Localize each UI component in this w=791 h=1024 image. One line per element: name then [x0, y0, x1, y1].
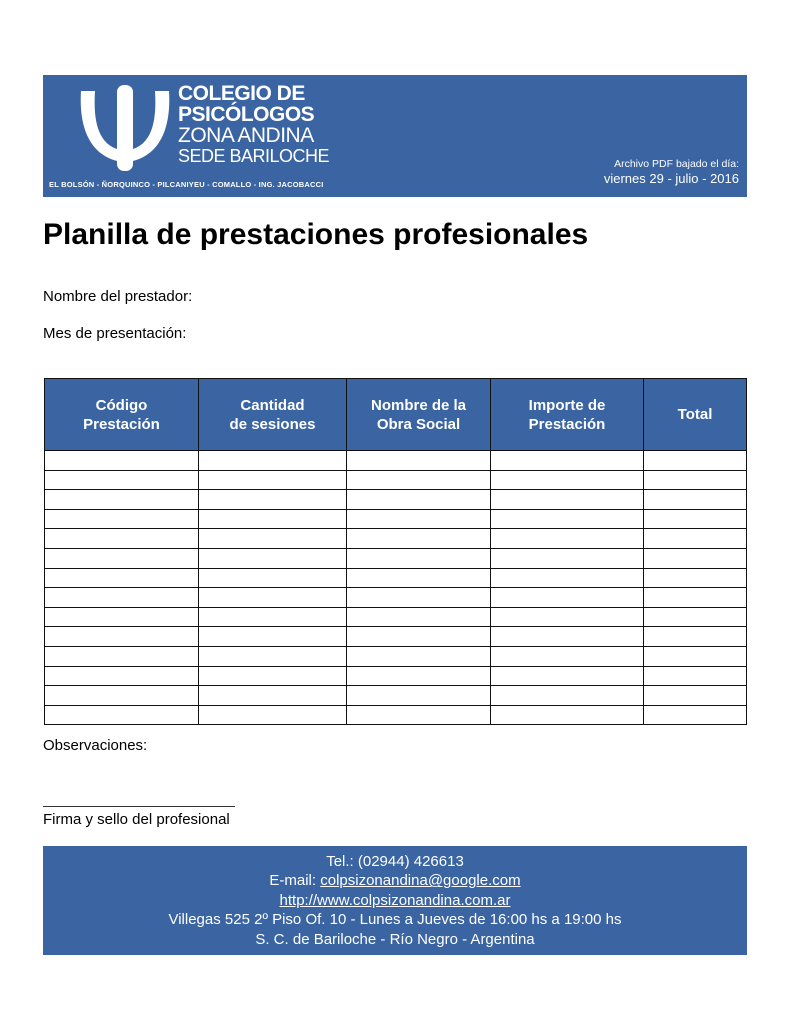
- table-cell[interactable]: [644, 627, 747, 647]
- table-body: [45, 451, 747, 725]
- table-row: [45, 451, 747, 471]
- archive-label: Archivo PDF bajado el día:: [614, 158, 739, 170]
- column-header: Importe de Prestación: [491, 379, 644, 451]
- logo-line: PSICÓLOGOS: [178, 103, 315, 126]
- footer-website-link[interactable]: http://www.colpsizonandina.com.ar: [279, 891, 511, 909]
- table-row: [45, 646, 747, 666]
- table-cell[interactable]: [199, 509, 347, 529]
- table-cell[interactable]: [199, 705, 347, 725]
- footer-banner: [43, 846, 747, 955]
- table-cell[interactable]: [45, 490, 199, 510]
- footer-website-line: [43, 891, 747, 910]
- table-row: [45, 509, 747, 529]
- table-cell[interactable]: [491, 588, 644, 608]
- signature-line: [43, 806, 235, 807]
- table-cell[interactable]: [491, 451, 644, 471]
- signature-label: Firma y sello del profesional: [43, 811, 230, 828]
- archive-date: viernes 29 - julio - 2016: [603, 171, 739, 186]
- table-row: [45, 588, 747, 608]
- table-cell[interactable]: [45, 568, 199, 588]
- column-header: Nombre de la Obra Social: [347, 379, 491, 451]
- observations-label: Observaciones:: [43, 737, 148, 754]
- column-header: Cantidad de sesiones: [199, 379, 347, 451]
- table-cell[interactable]: [199, 451, 347, 471]
- table-cell[interactable]: [491, 490, 644, 510]
- table-cell[interactable]: [199, 529, 347, 549]
- table-row: [45, 686, 747, 706]
- table-cell[interactable]: [45, 627, 199, 647]
- logo-line: ZONA ANDINA: [178, 124, 314, 147]
- table-cell[interactable]: [491, 646, 644, 666]
- table-cell[interactable]: [644, 529, 747, 549]
- table-cell[interactable]: [347, 509, 491, 529]
- footer-address: Villegas 525 2º Piso Of. 10 - Lunes a Jueves de 16:00 hs a 19:00 hs: [168, 911, 622, 929]
- table-cell[interactable]: [199, 588, 347, 608]
- logo-text: [178, 83, 358, 167]
- table-row: [45, 666, 747, 686]
- table-row: [45, 607, 747, 627]
- table-cell[interactable]: [491, 568, 644, 588]
- table-cell[interactable]: [199, 548, 347, 568]
- table-cell[interactable]: [644, 705, 747, 725]
- table-cell[interactable]: [199, 607, 347, 627]
- provider-name-label: Nombre del prestador:: [43, 288, 193, 305]
- table-cell[interactable]: [491, 529, 644, 549]
- table-cell[interactable]: [644, 451, 747, 471]
- table-row: [45, 529, 747, 549]
- table-cell[interactable]: [199, 470, 347, 490]
- table-header-row: [45, 379, 747, 451]
- table-cell[interactable]: [347, 470, 491, 490]
- header-banner: [43, 75, 747, 197]
- table-cell[interactable]: [347, 451, 491, 471]
- table-cell[interactable]: [491, 666, 644, 686]
- services-table: [44, 378, 747, 725]
- table-cell[interactable]: [644, 548, 747, 568]
- footer-city: S. C. de Bariloche - Río Negro - Argentina: [255, 930, 535, 948]
- archive-info: [604, 158, 739, 187]
- table-cell[interactable]: [45, 588, 199, 608]
- presentation-month-label: Mes de presentación:: [43, 325, 187, 342]
- table-cell[interactable]: [45, 607, 199, 627]
- table-cell[interactable]: [644, 666, 747, 686]
- table-cell[interactable]: [45, 666, 199, 686]
- table-row: [45, 470, 747, 490]
- table-cell[interactable]: [199, 627, 347, 647]
- table-row: [45, 705, 747, 725]
- table-cell[interactable]: [491, 509, 644, 529]
- page-title: Planilla de prestaciones profesionales: [43, 218, 589, 251]
- table-row: [45, 627, 747, 647]
- table-cell[interactable]: [45, 451, 199, 471]
- table-row: [45, 568, 747, 588]
- table-cell[interactable]: [491, 627, 644, 647]
- table-cell[interactable]: [644, 490, 747, 510]
- table-cell[interactable]: [347, 705, 491, 725]
- table-cell[interactable]: [347, 568, 491, 588]
- table-cell[interactable]: [491, 470, 644, 490]
- table-cell[interactable]: [45, 548, 199, 568]
- table-cell[interactable]: [347, 588, 491, 608]
- table-cell[interactable]: [45, 509, 199, 529]
- table-cell[interactable]: [644, 588, 747, 608]
- table-cell[interactable]: [199, 646, 347, 666]
- logo-line: SEDE BARILOCHE: [178, 146, 330, 166]
- table-cell[interactable]: [644, 568, 747, 588]
- table-cell[interactable]: [45, 529, 199, 549]
- footer-email-line: [43, 871, 747, 890]
- footer-email-link[interactable]: colpsizonandina@google.com: [320, 872, 521, 890]
- table-cell[interactable]: [644, 686, 747, 706]
- table-cell[interactable]: [199, 490, 347, 510]
- table-cell[interactable]: [491, 607, 644, 627]
- table-cell[interactable]: [347, 666, 491, 686]
- column-header: Código Prestación: [45, 379, 199, 451]
- localities-text: EL BOLSÓN - ÑORQUINCO - PILCANIYEU - COMALLO - ING. JACOBACCI: [49, 180, 324, 189]
- table-cell[interactable]: [45, 705, 199, 725]
- column-header: Total: [644, 379, 747, 451]
- table-cell[interactable]: [347, 627, 491, 647]
- table-cell[interactable]: [644, 607, 747, 627]
- table-cell[interactable]: [199, 666, 347, 686]
- table-cell[interactable]: [644, 509, 747, 529]
- table-cell[interactable]: [491, 686, 644, 706]
- logo-line: COLEGIO DE: [178, 82, 305, 105]
- table-cell[interactable]: [45, 470, 199, 490]
- table-cell[interactable]: [347, 646, 491, 666]
- table-cell[interactable]: [347, 607, 491, 627]
- table-cell[interactable]: [347, 490, 491, 510]
- psi-trident-icon: [77, 83, 173, 173]
- footer-email-prefix: E-mail:: [269, 872, 321, 890]
- table-cell[interactable]: [45, 646, 199, 666]
- table-cell[interactable]: [347, 529, 491, 549]
- table-cell[interactable]: [199, 686, 347, 706]
- table-cell[interactable]: [491, 705, 644, 725]
- table-cell[interactable]: [644, 470, 747, 490]
- table-cell[interactable]: [199, 568, 347, 588]
- table-row: [45, 548, 747, 568]
- table-row: [45, 490, 747, 510]
- table-cell[interactable]: [644, 646, 747, 666]
- table-cell[interactable]: [347, 686, 491, 706]
- table-cell[interactable]: [45, 686, 199, 706]
- table-cell[interactable]: [491, 548, 644, 568]
- footer-phone: Tel.: (02944) 426613: [326, 853, 464, 870]
- table-cell[interactable]: [347, 548, 491, 568]
